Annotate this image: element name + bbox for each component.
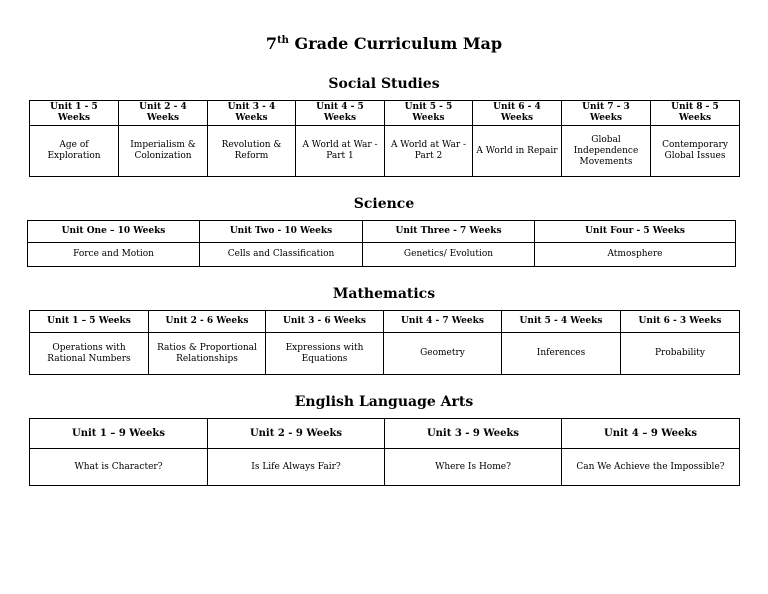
mathematics-topic-row	[30, 333, 740, 375]
title-text: Grade Curriculum Map	[288, 34, 503, 53]
math-topic-6: Probability	[621, 333, 740, 375]
ss-unit-7: Unit 7 - 3 Weeks	[562, 101, 651, 126]
science-heading: Science	[353, 196, 415, 212]
ela-topic-2: Is Life Always Fair?	[208, 449, 385, 486]
title-superscript: th	[277, 35, 289, 46]
ela-unit-row	[30, 419, 740, 449]
science-topic-row	[28, 243, 736, 267]
math-unit-5: Unit 5 - 4 Weeks	[502, 311, 621, 333]
mathematics-table	[29, 310, 740, 375]
ss-unit-5: Unit 5 - 5 Weeks	[385, 101, 473, 126]
ss-topic-4: A World at War - Part 1	[296, 126, 385, 177]
math-topic-4: Geometry	[384, 333, 502, 375]
ela-topic-4: Can We Achieve the Impossible?	[562, 449, 740, 486]
title-grade: 7	[265, 34, 278, 53]
sci-unit-2: Unit Two - 10 Weeks	[200, 221, 363, 243]
ela-unit-4: Unit 4 – 9 Weeks	[562, 419, 740, 449]
ss-topic-7: Global Independence Movements	[562, 126, 651, 177]
ss-unit-1: Unit 1 - 5 Weeks	[30, 101, 119, 126]
math-topic-5: Inferences	[502, 333, 621, 375]
ss-topic-3: Revolution & Reform	[208, 126, 296, 177]
science-table	[27, 220, 736, 267]
ss-topic-6: A World in Repair	[473, 126, 562, 177]
ss-unit-8: Unit 8 - 5 Weeks	[651, 101, 740, 126]
social-studies-unit-row	[30, 101, 740, 126]
ss-topic-5: A World at War - Part 2	[385, 126, 473, 177]
math-topic-3: Expressions with Equations	[266, 333, 384, 375]
ss-topic-1: Age of Exploration	[30, 126, 119, 177]
ss-topic-8: Contemporary Global Issues	[651, 126, 740, 177]
sci-topic-2: Cells and Classification	[200, 243, 363, 267]
ss-unit-2: Unit 2 - 4 Weeks	[119, 101, 208, 126]
sci-topic-1: Force and Motion	[28, 243, 200, 267]
ela-unit-3: Unit 3 - 9 Weeks	[385, 419, 562, 449]
sci-topic-3: Genetics/ Evolution	[363, 243, 535, 267]
math-unit-4: Unit 4 - 7 Weeks	[384, 311, 502, 333]
page-title	[0, 34, 768, 53]
math-unit-3: Unit 3 - 6 Weeks	[266, 311, 384, 333]
math-topic-1: Operations with Rational Numbers	[30, 333, 149, 375]
science-unit-row	[28, 221, 736, 243]
sci-unit-1: Unit One – 10 Weeks	[28, 221, 200, 243]
ss-unit-3: Unit 3 - 4 Weeks	[208, 101, 296, 126]
ela-topic-3: Where Is Home?	[385, 449, 562, 486]
sci-unit-3: Unit Three - 7 Weeks	[363, 221, 535, 243]
math-unit-2: Unit 2 - 6 Weeks	[149, 311, 266, 333]
mathematics-unit-row	[30, 311, 740, 333]
ela-topic-1: What is Character?	[30, 449, 208, 486]
ela-unit-2: Unit 2 - 9 Weeks	[208, 419, 385, 449]
ss-unit-4: Unit 4 - 5 Weeks	[296, 101, 385, 126]
mathematics-heading: Mathematics	[332, 286, 436, 302]
ela-unit-1: Unit 1 – 9 Weeks	[30, 419, 208, 449]
math-unit-1: Unit 1 – 5 Weeks	[30, 311, 149, 333]
math-unit-6: Unit 6 - 3 Weeks	[621, 311, 740, 333]
ela-table	[29, 418, 740, 486]
social-studies-heading: Social Studies	[328, 76, 440, 92]
social-studies-table	[29, 100, 740, 177]
ss-unit-6: Unit 6 - 4 Weeks	[473, 101, 562, 126]
sci-topic-4: Atmosphere	[535, 243, 736, 267]
sci-unit-4: Unit Four - 5 Weeks	[535, 221, 736, 243]
ela-topic-row	[30, 449, 740, 486]
math-topic-2: Ratios & Proportional Relationships	[149, 333, 266, 375]
ss-topic-2: Imperialism & Colonization	[119, 126, 208, 177]
ela-heading: English Language Arts	[294, 394, 474, 410]
social-studies-topic-row	[30, 126, 740, 177]
